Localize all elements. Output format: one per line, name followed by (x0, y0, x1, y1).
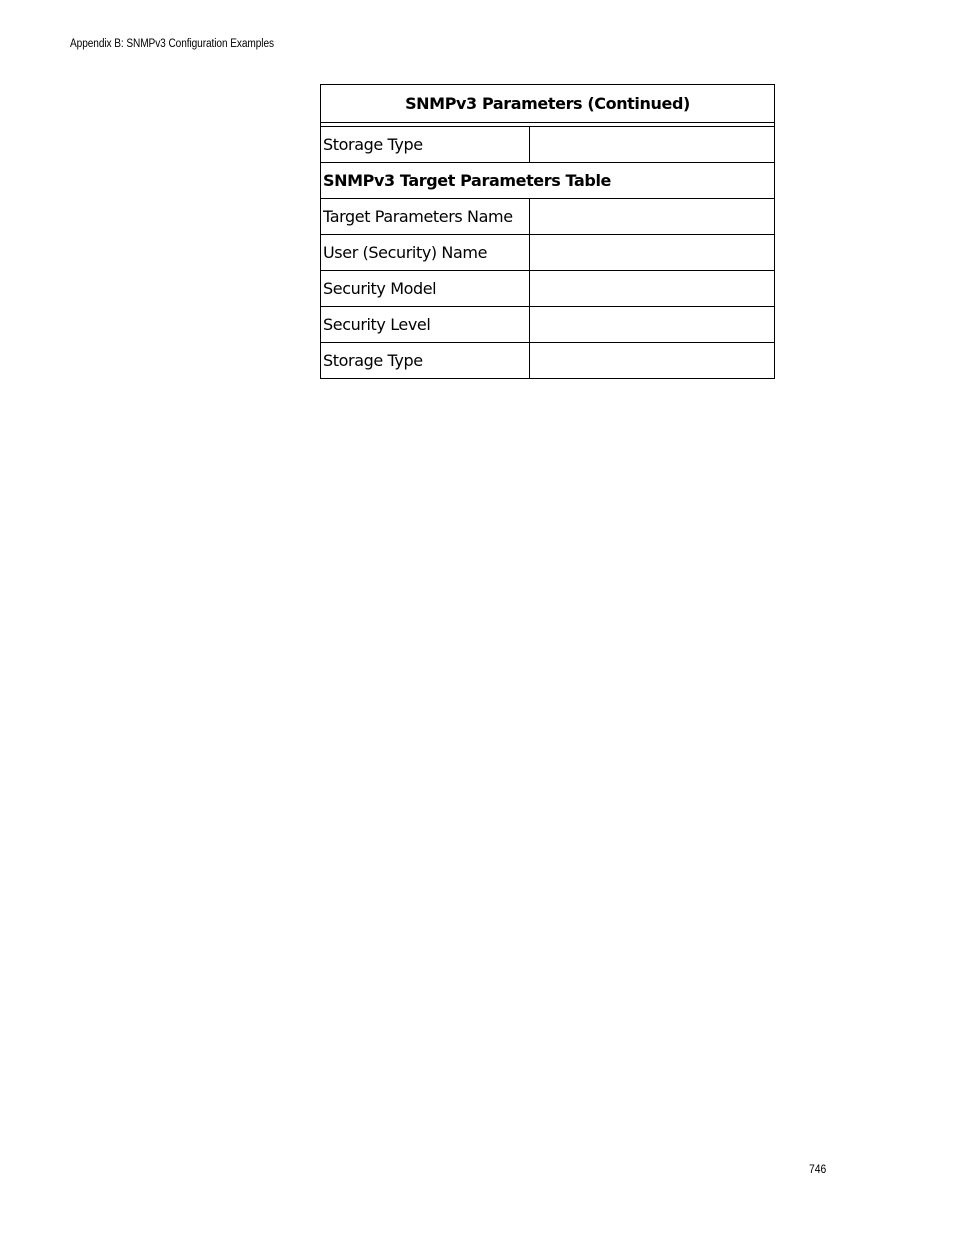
table-row (321, 343, 775, 379)
table-row (321, 307, 775, 343)
row-label: Storage Type (321, 343, 530, 379)
row-value (530, 199, 775, 235)
section-heading: SNMPv3 Target Parameters Table (321, 163, 775, 199)
table-title-row (321, 85, 775, 123)
table-row (321, 235, 775, 271)
row-label: Security Level (321, 307, 530, 343)
table-title: SNMPv3 Parameters (Continued) (321, 85, 775, 123)
section-heading-row (321, 163, 775, 199)
row-value (530, 307, 775, 343)
row-label: User (Security) Name (321, 235, 530, 271)
page-number: 746 (809, 1164, 827, 1176)
row-label: Security Model (321, 271, 530, 307)
row-value (530, 235, 775, 271)
row-label: Target Parameters Name (321, 199, 530, 235)
table-row (321, 199, 775, 235)
row-label: Storage Type (321, 127, 530, 163)
row-value (530, 127, 775, 163)
row-value (530, 271, 775, 307)
table-row (321, 271, 775, 307)
row-value (530, 343, 775, 379)
running-header: Appendix B: SNMPv3 Configuration Examples (70, 38, 274, 50)
snmpv3-parameters-table (320, 84, 775, 379)
table-row (321, 127, 775, 163)
